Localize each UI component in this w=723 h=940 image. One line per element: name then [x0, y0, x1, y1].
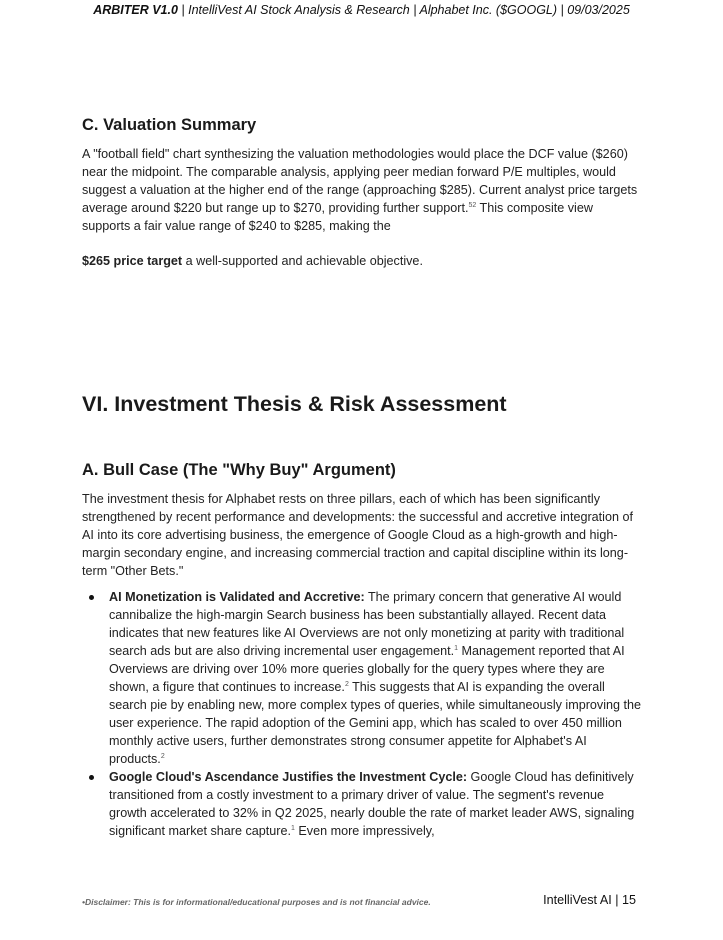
valuation-paragraph [82, 145, 644, 235]
price-target-bold: $265 price target [82, 254, 183, 268]
list-item [82, 588, 644, 768]
bullet-text: Google Cloud has definitively transitioned from a costly investment to a primary driver of value. The segment's revenue growth accelerated to 32% in Q2 2025, nearly double the rate of market leader AWS, signaling significant market share capture. [109, 770, 635, 838]
bullet-title: Google Cloud's Ascendance Justifies the Investment Cycle: [109, 770, 468, 784]
price-target-text: a well-supported and achievable objective. [182, 254, 423, 268]
bull-bullets [82, 588, 644, 840]
price-target-paragraph [82, 252, 644, 270]
valuation-section [82, 116, 644, 135]
footnote-ref: 2 [344, 681, 349, 688]
bull-case-section [82, 461, 644, 480]
header-brand: ARBITER V1.0 [93, 3, 178, 17]
footnote-ref: 1 [291, 825, 295, 832]
bullet-text: Even more impressively, [294, 824, 435, 838]
page-header [0, 3, 723, 17]
valuation-heading: C. Valuation Summary [82, 116, 257, 134]
footnote-ref: 52 [468, 202, 477, 209]
page-number: IntelliVest AI | 15 [543, 893, 636, 907]
bullet-icon [89, 595, 94, 600]
footnote-ref: 1 [454, 645, 459, 652]
disclaimer: •Disclaimer: This is for informational/educational purposes and is not financial advice. [82, 897, 431, 907]
bullet-text: Management reported that AI Overviews are driving over 10% more queries globally for the query types where they are shown, a figure that continues to increase. [109, 644, 625, 694]
bullet-text: The primary concern that generative AI would cannibalize the high-margin Search business has been substantially allayed. Recent data indicates that new features like AI Overviews are not only monetizing at parity with traditional search ads but are also driving incremental user engagement. [109, 590, 625, 658]
valuation-text-tail: This composite view supports a fair value range of $240 to $285, making the [82, 201, 593, 233]
bullet-list [82, 588, 644, 840]
bull-case-intro [82, 490, 644, 580]
section-six [82, 392, 644, 417]
bullet-icon [89, 775, 94, 780]
section-six-heading: VI. Investment Thesis & Risk Assessment [82, 392, 507, 416]
header-details: | IntelliVest AI Stock Analysis & Research | Alphabet Inc. ($GOOGL) | 09/03/2025 [177, 3, 630, 17]
bullet-title: AI Monetization is Validated and Accretive: [109, 590, 365, 604]
list-item [82, 768, 644, 840]
bullet-text: This suggests that AI is expanding the overall search pie by enabling new, more complex types of queries, while simultaneously improving the user experience. The rapid adoption of the Gemini app, which has scaled to over 450 million monthly active users, further demonstrates strong consumer appetite for Alphabet's AI products. [109, 680, 642, 766]
footnote-ref: 2 [160, 753, 165, 760]
bull-intro-text: The investment thesis for Alphabet rests on three pillars, each of which has been significantly strengthened by recent performance and developments: the successful and accretive integration of AI into its core advertising business, the emergence of Google Cloud as a high-growth and high-margin secondary engine, and increasing commercial traction and capital discipline within its long-term "Other Bets." [82, 492, 633, 578]
bull-case-heading: A. Bull Case (The "Why Buy" Argument) [82, 461, 396, 479]
valuation-text: A "football field" chart synthesizing the valuation methodologies would place the DCF value ($260) near the midpoint. The comparable analysis, applying peer median forward P/E multiples, would suggest a valuation at the higher end of the range (approaching $285). Current analyst price targets average around $220 but range up to $270, providing further support. [82, 147, 638, 215]
